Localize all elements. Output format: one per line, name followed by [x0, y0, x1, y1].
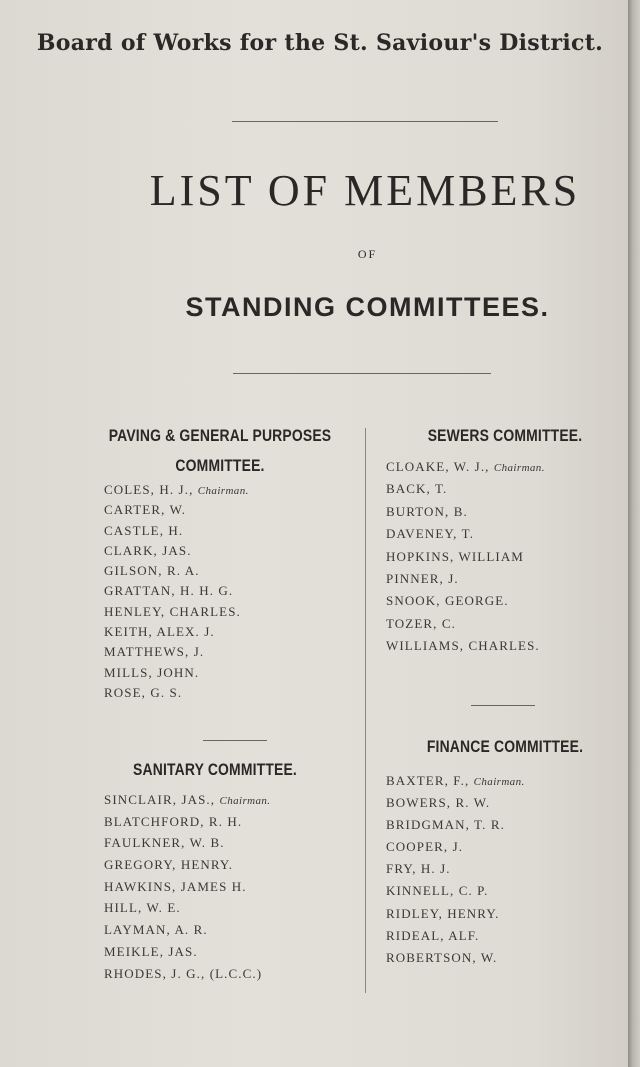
paving-member-1: [104, 480, 249, 500]
finance-member-5: [386, 858, 525, 880]
member-name: GRATTAN, H. H. G.: [104, 583, 234, 599]
paving-member-11: [104, 683, 249, 703]
paving-member-4: [104, 541, 249, 561]
member-name: HAWKINS, JAMES H.: [104, 878, 247, 894]
page-edge-shadow: [628, 0, 640, 1067]
paving-section-rule: [203, 740, 267, 741]
member-name: HENLEY, CHARLES.: [104, 603, 241, 619]
member-name: CLOAKE, W. J.,: [386, 459, 490, 474]
finance-member-4: [386, 836, 525, 858]
chairman-role: Chairman.: [219, 795, 271, 807]
sewers-committee-heading: [407, 421, 604, 451]
finance-committee-name: FINANCE COMMITTEE.: [426, 737, 584, 756]
finance-committee-members: [386, 770, 525, 969]
sanitary-member-3: [104, 832, 270, 854]
chairman-role: Chairman.: [493, 462, 545, 474]
finance-member-9: [386, 947, 525, 969]
sanitary-member-8: [104, 941, 270, 963]
member-name: BAXTER, F.,: [386, 773, 470, 788]
member-name: KEITH, ALEX. J.: [104, 624, 215, 640]
sanitary-member-9: [104, 963, 270, 985]
member-name: RIDEAL, ALF.: [386, 927, 480, 943]
paving-member-6: [104, 581, 249, 601]
member-name: WILLIAMS, CHARLES.: [386, 638, 540, 654]
member-name: RHODES, J. G., (L.C.C.): [104, 965, 263, 981]
finance-member-7: [386, 903, 525, 925]
sewers-member-9: [386, 635, 545, 657]
member-name: LAYMAN, A. R.: [104, 922, 208, 938]
member-name: BRIDGMAN, T. R.: [386, 817, 505, 833]
member-name: COLES, H. J.,: [104, 482, 194, 497]
member-name: COOPER, J.: [386, 839, 464, 855]
member-name: TOZER, C.: [386, 615, 456, 631]
finance-member-2: [386, 792, 525, 814]
paving-member-5: [104, 561, 249, 581]
sewers-committee-members: [386, 456, 545, 658]
chairman-role: Chairman.: [473, 776, 525, 788]
member-name: ROSE, G. S.: [104, 684, 183, 700]
paving-committee-members: [104, 480, 249, 703]
of-word: OF: [357, 247, 378, 261]
document-subtitle: STANDING COMMITTEES.: [185, 292, 550, 322]
sanitary-member-6: [104, 897, 270, 919]
finance-committee-heading: [407, 732, 604, 762]
member-name: GREGORY, HENRY.: [104, 857, 234, 873]
sewers-member-4: [386, 523, 545, 545]
paving-committee-name-line1: PAVING & GENERAL PURPOSES: [108, 426, 332, 445]
sanitary-member-4: [104, 854, 270, 876]
sewers-committee-name: SEWERS COMMITTEE.: [427, 426, 583, 445]
sanitary-committee-name: SANITARY COMMITTEE.: [133, 760, 297, 779]
member-name: FRY, H. J.: [386, 861, 451, 877]
member-name: SNOOK, GEORGE.: [386, 593, 509, 609]
paving-member-10: [104, 663, 249, 683]
sewers-member-6: [386, 568, 545, 590]
paving-member-7: [104, 602, 249, 622]
sanitary-member-7: [104, 919, 270, 941]
chairman-role: Chairman.: [197, 485, 249, 497]
member-name: BACK, T.: [386, 481, 448, 497]
member-name: CARTER, W.: [104, 502, 187, 518]
sewers-member-2: [386, 478, 545, 500]
member-name: CASTLE, H.: [104, 522, 184, 538]
member-name: ROBERTSON, W.: [386, 949, 498, 965]
member-name: MEIKLE, JAS.: [104, 943, 198, 959]
paving-member-2: [104, 500, 249, 520]
member-name: MILLS, JOHN.: [104, 664, 200, 680]
member-name: HOPKINS, WILLIAM: [386, 548, 524, 564]
sewers-section-rule: [471, 705, 535, 706]
member-name: GILSON, R. A.: [104, 563, 200, 579]
member-name: CLARK, JAS.: [104, 542, 192, 558]
sewers-member-1: [386, 456, 545, 478]
paving-member-8: [104, 622, 249, 642]
member-name: MATTHEWS, J.: [104, 644, 205, 660]
paving-committee-name-line2: COMMITTEE.: [175, 456, 265, 475]
sanitary-committee-heading: [108, 755, 321, 785]
board-header: Board of Works for the St. Saviour's District.: [36, 30, 604, 56]
finance-member-3: [386, 814, 525, 836]
sewers-member-8: [386, 613, 545, 635]
member-name: RIDLEY, HENRY.: [386, 905, 500, 921]
document-title: LIST OF MEMBERS: [149, 166, 581, 215]
member-name: HILL, W. E.: [104, 900, 181, 916]
sanitary-member-1: [104, 789, 270, 811]
member-name: PINNER, J.: [386, 570, 459, 586]
finance-member-8: [386, 925, 525, 947]
sewers-member-5: [386, 546, 545, 568]
member-name: BOWERS, R. W.: [386, 795, 491, 811]
column-divider: [365, 428, 366, 993]
header-rule: [232, 121, 498, 122]
finance-member-6: [386, 880, 525, 902]
subtitle-rule: [233, 373, 491, 374]
member-name: BURTON, B.: [386, 503, 468, 519]
finance-member-1: [386, 770, 525, 792]
sanitary-committee-members: [104, 789, 270, 984]
sewers-member-3: [386, 501, 545, 523]
member-name: SINCLAIR, JAS.,: [104, 792, 216, 807]
sanitary-member-5: [104, 876, 270, 898]
paving-member-3: [104, 521, 249, 541]
member-name: DAVENEY, T.: [386, 526, 475, 542]
paving-committee-heading: [105, 421, 335, 481]
paving-member-9: [104, 642, 249, 662]
sanitary-member-2: [104, 811, 270, 833]
member-name: BLATCHFORD, R. H.: [104, 813, 243, 829]
member-name: KINNELL, C. P.: [386, 883, 489, 899]
member-name: FAULKNER, W. B.: [104, 835, 225, 851]
sewers-member-7: [386, 590, 545, 612]
